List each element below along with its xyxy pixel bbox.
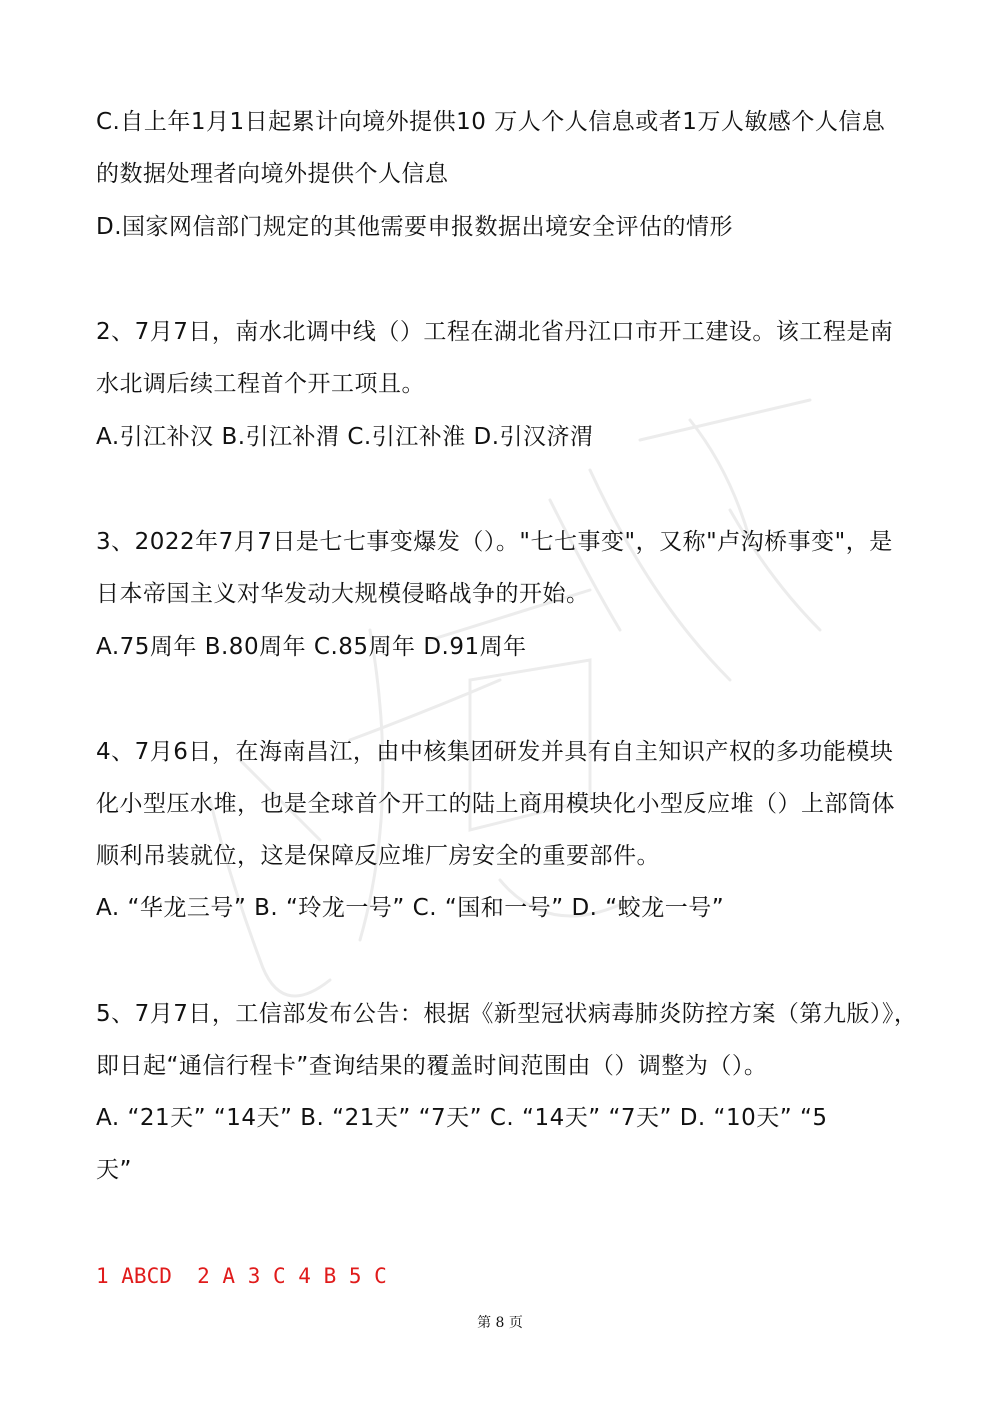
question-2-options: A.引江补汉 B.引江补渭 C.引江补淮 D.引汉济渭 (96, 424, 594, 450)
question-3-line-1: 3、2022年7月7日是七七事变爆发（）。"七七事变"，又称"卢沟桥事变"，是 (96, 529, 893, 555)
question-3-line-2: 日本帝国主义对华发动大规模侵略战争的开始。 (96, 581, 590, 607)
q1-option-c-line-1: C.自上年1月1日起累计向境外提供10 万人个人信息或者1万人敏感个人信息 (96, 109, 886, 135)
question-5-line-2: 即日起“通信行程卡”查询结果的覆盖时间范围由（）调整为（）。 (96, 1053, 768, 1079)
question-4-options: A. “华龙三号” B. “玲龙一号” C. “国和一号” D. “蛟龙一号” (96, 895, 725, 921)
question-5-line-1: 5、7月7日，工信部发布公告：根据《新型冠状病毒肺炎防控方案（第九版）》， (96, 1001, 918, 1027)
question-4-line-2: 化小型压水堆，也是全球首个开工的陆上商用模块化小型反应堆（）上部筒体 (96, 791, 895, 817)
answer-key: 1 ABCD 2 A 3 C 4 B 5 C (96, 1264, 387, 1288)
question-4-line-1: 4、7月6日，在海南昌江，由中核集团研发并具有自主知识产权的多功能模块 (96, 739, 894, 765)
question-5-options-line-1: A. “21天” “14天” B. “21天” “7天” C. “14天” “7天” D. “10天” “5 (96, 1105, 828, 1131)
page-number: 第 8 页 (477, 1315, 523, 1331)
question-4-line-3: 顺利吊装就位，这是保障反应堆厂房安全的重要部件。 (96, 843, 660, 869)
watermark (170, 380, 870, 1080)
question-3-options: A.75周年 B.80周年 C.85周年 D.91周年 (96, 634, 527, 660)
question-2-line-1: 2、7月7日，南水北调中线（）工程在湖北省丹江口市开工建设。该工程是南 (96, 319, 894, 345)
q1-option-c-line-2: 的数据处理者向境外提供个人信息 (96, 161, 449, 187)
question-5-options-line-2: 天” (96, 1157, 132, 1183)
q1-option-d: D.国家网信部门规定的其他需要申报数据出境安全评估的情形 (96, 214, 734, 240)
question-2-line-2: 水北调后续工程首个开工项且。 (96, 371, 425, 397)
